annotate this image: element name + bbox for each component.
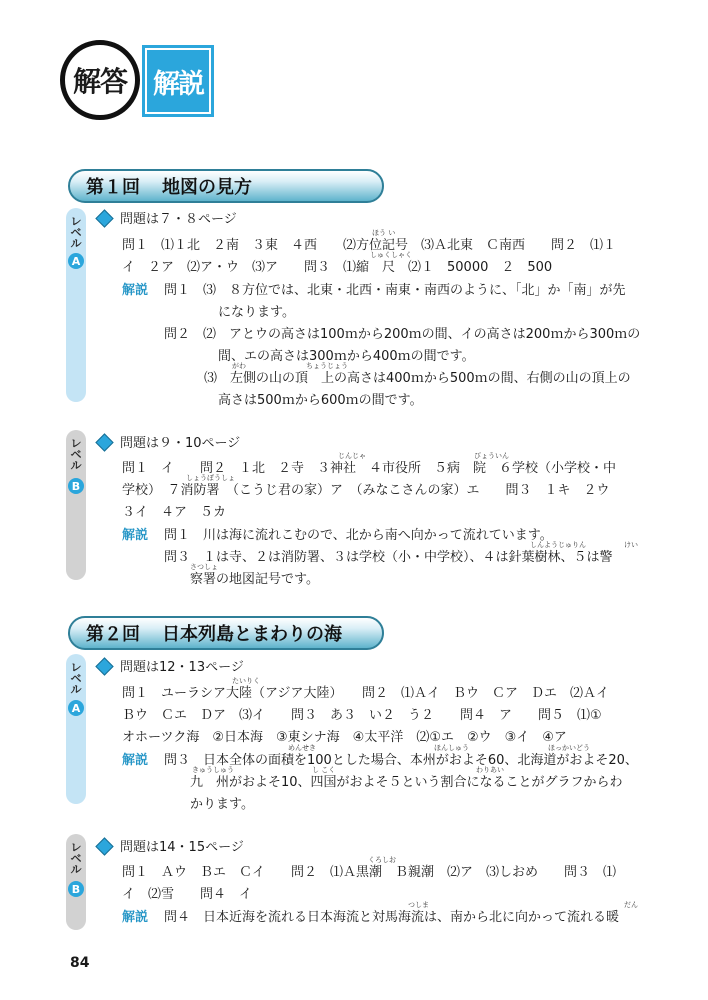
ruby-text: ちょうじょう	[306, 362, 348, 370]
answer-line: 問１ ⑴１北 ２南 ３東 ４西 ⑵方位記号 ⑶Ａ北東 Ｃ南西 問２ ⑴１	[122, 238, 617, 253]
answer-line: オホーツク海 ②日本海 ③東シナ海 ④太平洋 ⑵①エ ②ウ ③イ ④ア	[122, 730, 567, 745]
explanation-line: 問１ 川は海に流れこむので、北から南へ向かって流れています。	[164, 528, 553, 543]
ruby-text: びょういん	[474, 452, 509, 460]
explanation-line: かります。	[190, 797, 254, 812]
problem-pages: 問題は12・13ページ	[120, 660, 244, 675]
section-2-number: 第２回	[86, 624, 140, 645]
ruby-text: けい	[624, 541, 638, 549]
explanation-line: になります。	[218, 305, 295, 320]
answer-line: Ｂウ Ｃエ Ｄア ⑶イ 問３ あ３ い２ う２ 問４ ア 問５ ⑴①	[122, 708, 602, 723]
level-b-badge: B	[68, 478, 84, 494]
answer-line: イ ２ア ⑵ア・ウ ⑶ア 問３ ⑴縮 尺 ⑵１ 50000 ２ 500	[122, 260, 553, 275]
explanation-line: 察署の地図記号です。	[190, 572, 319, 587]
level-b-badge: B	[68, 881, 84, 897]
explanation-line: 問３ 日本全体の面積を100とした場合、本州がおよそ60、北海道がおよそ20、	[164, 753, 638, 768]
explanation-line: 問１ ⑶ ８方位では、北東・北西・南東・南西のように、「北」か「南」が先	[164, 283, 626, 298]
explanation-heading-text: 解説	[153, 68, 203, 100]
ruby-text: つしま	[408, 901, 429, 909]
ruby-text: しんようじゅりん	[530, 541, 586, 549]
ruby-text: ほんしゅう	[434, 744, 469, 752]
ruby-text: ほっかいどう	[548, 744, 590, 752]
explanation-line: 高さは500ｍから600ｍの間です。	[218, 393, 423, 408]
section-1-banner	[68, 169, 384, 203]
diamond-icon	[95, 657, 113, 675]
ruby-text: じんじゃ	[338, 452, 366, 460]
ruby-text: めんせき	[288, 744, 316, 752]
ruby-text: し こく	[312, 766, 336, 774]
answer-heading-text: 解答	[72, 65, 127, 98]
diamond-icon	[95, 837, 113, 855]
explanation-label: 解説	[122, 753, 149, 768]
explanation-line: 問２ ⑵ アとウの高さは100ｍから200ｍの間、イの高さは200ｍから300ｍの	[164, 327, 641, 342]
page-number: 84	[70, 955, 90, 971]
ruby-text: しょうぼうしょ	[186, 474, 235, 482]
problem-pages: 問題は７・８ページ	[120, 212, 237, 227]
ruby-text: だん	[624, 901, 638, 909]
answer-line: ３イ ４ア ５カ	[122, 505, 227, 520]
answer-line: 学校） ７消防署 （こうじ君の家）ア （みなこさんの家）エ 問３ １キ ２ウ	[122, 483, 610, 498]
explanation-line: 九 州がおよそ10、四国がおよそ５という割合になることがグラフからわ	[190, 775, 623, 790]
answer-line: 問１ ユーラシア大陸（アジア大陸） 問２ ⑴Ａイ Ｂウ Ｃア Ｄエ ⑵Ａイ	[122, 686, 609, 701]
explanation-line: 問４ 日本近海を流れる日本海流と対馬海流は、南から北に向かって流れる暖	[164, 910, 620, 925]
explanation-line: ⑶ 左側の山の頂 上の高さは400ｍから500ｍの間、右側の山の頂上の	[204, 371, 631, 386]
answer-line: 問１ イ 問２ １北 ２寺 ３神社 ４市役所 ５病 院 ６学校（小学校・中	[122, 461, 617, 476]
answer-circle-heading	[60, 40, 140, 120]
explanation-line: 問３ １は寺、２は消防署、３は学校（小・中学校）、４は針葉樹林、５は警	[164, 550, 613, 565]
ruby-text: わりあい	[476, 766, 504, 774]
ruby-text: きゅうしゅう	[192, 766, 234, 774]
ruby-text: たいりく	[232, 677, 260, 685]
level-label: レベル	[70, 841, 82, 876]
ruby-text: ほう い	[372, 229, 396, 237]
ruby-text: くろしお	[368, 856, 396, 864]
explanation-label: 解説	[122, 528, 149, 543]
diamond-icon	[95, 433, 113, 451]
answer-line: 問１ Ａウ Ｂエ Ｃイ 問２ ⑴Ａ黒潮 Ｂ親潮 ⑵ア ⑶しおめ 問３ ⑴	[122, 865, 617, 880]
explanation-line: 間、エの高さは300ｍから400ｍの間です。	[218, 349, 475, 364]
problem-pages: 問題は９・10ページ	[120, 436, 241, 451]
answer-line: イ ⑵雪 問４ イ	[122, 887, 253, 902]
section-1-number: 第１回	[86, 177, 140, 198]
level-a-badge: A	[68, 253, 84, 269]
ruby-text: しゅくしゃく	[370, 251, 412, 259]
ruby-text: さつしょ	[190, 563, 218, 571]
section-2-banner	[68, 616, 384, 650]
explanation-box-heading	[142, 45, 214, 117]
section-2-title: 日本列島とまわりの海	[162, 624, 342, 645]
explanation-label: 解説	[122, 910, 149, 925]
ruby-text: がわ	[232, 362, 246, 370]
level-label: レベル	[70, 215, 82, 250]
section-1-title: 地図の見方	[162, 177, 252, 198]
level-label: レベル	[70, 661, 82, 696]
problem-pages: 問題は14・15ページ	[120, 840, 244, 855]
explanation-label: 解説	[122, 283, 149, 298]
level-b-bar	[66, 834, 86, 930]
level-b-bar	[66, 430, 86, 580]
level-a-bar	[66, 208, 86, 402]
level-label: レベル	[70, 437, 82, 472]
diamond-icon	[95, 209, 113, 227]
level-a-badge: A	[68, 700, 84, 716]
level-a-bar	[66, 654, 86, 804]
